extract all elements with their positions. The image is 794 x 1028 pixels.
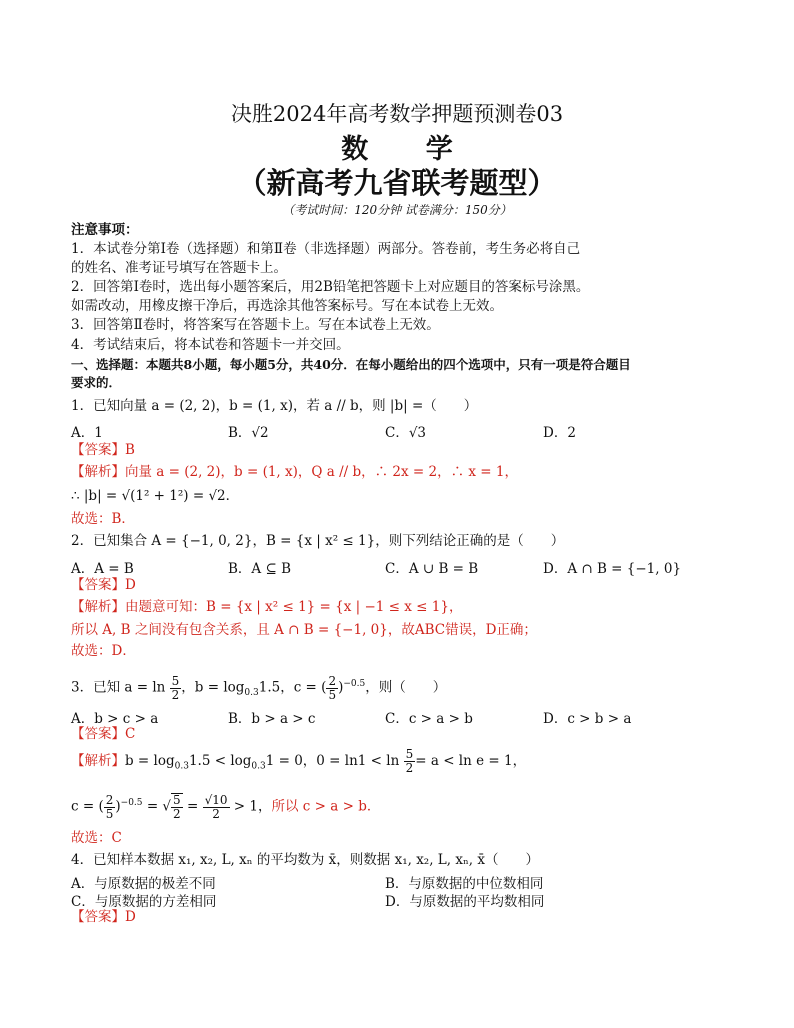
q1-analysis-line [71, 463, 731, 481]
exam-subtitle: （新高考九省联考题型） [237, 166, 557, 200]
q3-stem-mid2: 1.5，c = ( [258, 679, 327, 696]
answer-value: C [125, 726, 136, 742]
q3-stem-suffix: ，则（ ） [365, 679, 447, 696]
notice-item: 如需改动，用橡皮擦干净后，再选涂其他答案标号。写在本试卷上无效。 [71, 298, 503, 314]
exponent: −0.5 [343, 679, 366, 689]
question-4-stem: 4．已知样本数据 x₁, x₂, L, xₙ 的平均数为 x̄，则数据 x₁, x₂, L, xₙ, x̄（ ） [71, 852, 539, 868]
q3-conclusion: 故选：C [71, 830, 122, 846]
q4-option-b: B．与原数据的中位数相同 [385, 876, 544, 892]
analysis-conclusion-red: 所以 c > a > b． [271, 798, 381, 815]
q1-option-a: A．1 [71, 425, 103, 441]
q3-fraction [170, 675, 182, 702]
fraction-numerator: 2 [105, 792, 114, 807]
exam-info: （考试时间：120分钟 试卷满分：150分） [282, 203, 512, 217]
analysis-text: 由题意可知：B = {x | x² ≤ 1} = {x | −1 ≤ x ≤ 1}， [125, 599, 463, 615]
log-base: 0.3 [174, 761, 189, 772]
analysis-fraction [104, 794, 116, 821]
exam-title: 决胜2024年高考数学押题预测卷03 [230, 102, 564, 126]
question-2-stem: 2．已知集合 A = {−1, 0, 2}，B = {x | x² ≤ 1}，则下列结论正确的是（ ） [71, 533, 565, 549]
q2-option-a: A．A = B [71, 561, 134, 577]
fraction-numerator: 5 [405, 747, 414, 761]
fraction-numerator: 2 [328, 673, 337, 688]
q2-conclusion: 故选：D． [71, 643, 136, 659]
q1-option-d: D．2 [543, 425, 576, 441]
answer-tag: 【答案】 [71, 726, 125, 742]
analysis-radical-fraction [171, 793, 183, 821]
analysis-fraction [203, 794, 230, 821]
fraction-denominator: 2 [171, 687, 180, 702]
q2-option-b: B．A ⊆ B [228, 561, 291, 577]
q3-stem-prefix: 3．已知 a = ln [71, 679, 166, 696]
q2-option-c: C．A ∪ B = B [385, 561, 479, 577]
q4-option-d: D．与原数据的平均数相同 [385, 894, 545, 910]
analysis-text: 向量 a = (2, 2)，b = (1, x)，Q a // b，∴ 2x = 2，∴ x = 1， [125, 464, 518, 480]
q3-fraction-2 [326, 675, 338, 702]
q3-option-d: D．c > b > a [543, 711, 632, 727]
analysis-part: b = log [125, 753, 175, 769]
q3-stem-mid: ，b = log [181, 679, 245, 696]
analysis-part: 1.5 < log [188, 753, 252, 769]
q2-analysis-line-2: 所以 A, B 之间没有包含关系，且 A ∩ B = {−1, 0}，故ABC错误，D正确； [71, 622, 537, 638]
fraction-denominator: 5 [105, 806, 114, 821]
question-1-stem: 1．已知向量 a = (2, 2)，b = (1, x)，若 a // b，则 |b| =（ ） [71, 398, 478, 414]
analysis-tag: 【解析】 [71, 599, 125, 615]
notice-heading: 注意事项： [71, 222, 139, 238]
fraction-denominator: 2 [405, 761, 414, 775]
notice-item: 3．回答第Ⅱ卷时，将答案写在答题卡上。写在本试卷上无效。 [71, 317, 440, 333]
answer-tag: 【答案】 [71, 909, 125, 925]
q1-answer-line [71, 441, 731, 459]
fraction-numerator: √10 [204, 792, 228, 807]
notice-item: 1．本试卷分第Ⅰ卷（选择题）和第Ⅱ卷（非选择题）两部分。答卷前，考生务必将自己 [71, 241, 581, 257]
section-intro: 一、选择题：本题共8小题，每小题5分，共40分．在每小题给出的四个选项中，只有一项是符合题目 [71, 357, 631, 372]
answer-value: D [125, 577, 136, 593]
answer-tag: 【答案】 [71, 577, 125, 593]
fraction-denominator: 2 [173, 807, 181, 821]
q3-answer-line [71, 725, 731, 743]
subject-title: 数 学 [341, 134, 477, 165]
q3-analysis-line [71, 748, 731, 779]
notice-item: 4．考试结束后，将本试卷和答题卡一并交回。 [71, 337, 350, 353]
answer-value: D [125, 909, 136, 925]
analysis-fraction [404, 748, 416, 775]
q1-option-b: B．√2 [228, 425, 269, 441]
analysis-part: = a < ln e = 1， [415, 753, 527, 769]
answer-tag: 【答案】 [71, 442, 125, 458]
section-intro: 要求的． [71, 375, 122, 390]
q4-option-a: A．与原数据的极差不同 [71, 876, 216, 892]
notice-item: 2．回答第Ⅰ卷时，选出每小题答案后，用2B铅笔把答题卡上对应题目的答案标号涂黑。 [71, 279, 590, 295]
analysis-part: > 1， [233, 798, 272, 815]
q4-option-c: C．与原数据的方差相同 [71, 894, 217, 910]
fraction-numerator: 5 [171, 673, 180, 688]
notice-item: 的姓名、准考证号填写在答题卡上。 [71, 260, 287, 276]
answer-value: B [125, 442, 135, 458]
analysis-tag: 【解析】 [71, 464, 125, 480]
q3-analysis-line-2: c = ( $\frac{2}{5}$ )$^{-0.5}$ = √ $\frac{5}{2}$ = $\frac{√10}{2}$ > 1，所以 c > a > b． [71, 792, 381, 821]
fraction-numerator: 5 [173, 793, 181, 807]
exponent: −0.5 [120, 798, 143, 808]
analysis-part: = [186, 798, 199, 815]
q2-option-d: D．A ∩ B = {−1, 0} [543, 561, 682, 577]
q1-conclusion: 故选：B． [71, 511, 135, 527]
analysis-part: 1 = 0，0 = ln1 < ln [265, 753, 400, 769]
q3-option-b: B．b > a > c [228, 711, 316, 727]
q3-option-c: C．c > a > b [385, 711, 473, 727]
question-3-stem: 3．已知 a = ln $\frac{5}{2}$ ，$b = \log_{0.3}1.5$，c = ( $\frac{2}{5}$ )$^{-0.5}$，则（ ） [71, 673, 447, 702]
log-base: 0.3 [244, 688, 259, 699]
q2-answer-line [71, 576, 731, 594]
q4-answer-line [71, 908, 731, 926]
analysis-part: c = ( [71, 798, 104, 815]
log-base: 0.3 [251, 761, 266, 772]
analysis-part: = [146, 798, 159, 815]
q1-analysis-line-2: ∴ |b| = √(1² + 1²) = √2． [71, 488, 240, 504]
fraction-denominator: 2 [212, 806, 220, 821]
q1-option-c: C．√3 [385, 425, 427, 441]
analysis-tag: 【解析】 [71, 753, 125, 769]
q3-option-a: A．b > c > a [71, 711, 159, 727]
fraction-denominator: 5 [328, 687, 337, 702]
q2-analysis-line [71, 598, 731, 616]
